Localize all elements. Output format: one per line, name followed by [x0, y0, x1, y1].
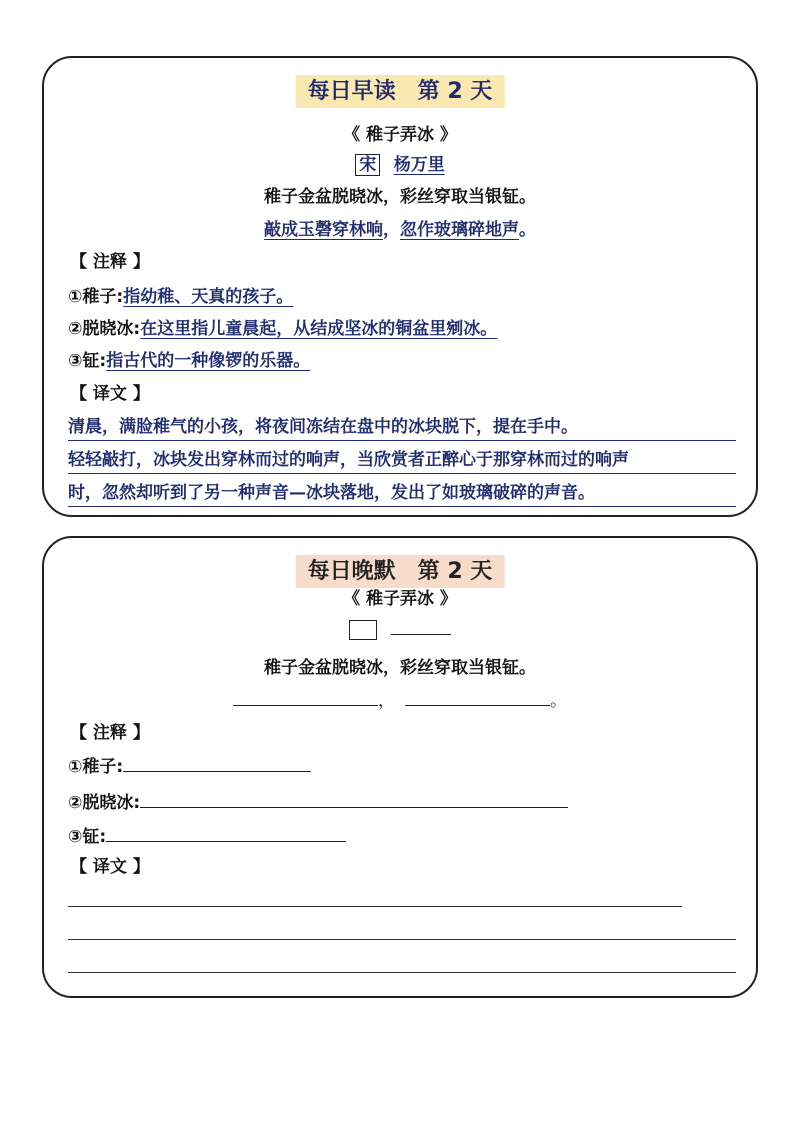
poem-title: 《 稚子弄冰 》	[343, 589, 457, 609]
card-title: 每日晚默 第 2 天	[296, 555, 505, 588]
author-name: 杨万里	[393, 155, 445, 175]
poem-line-2-end: 。	[550, 691, 567, 711]
author-blank[interactable]	[391, 618, 451, 635]
translation-header: 【 译文 】	[70, 384, 150, 404]
poem-line-2-sep: ，	[378, 691, 395, 711]
poem-line-1: 稚子金盆脱晓冰，彩丝穿取当银钲。	[264, 187, 536, 207]
poem-line-2	[44, 686, 756, 711]
card-title: 每日早读 第 2 天	[296, 75, 505, 108]
poem-line-2b: 忽作玻璃碎地声	[400, 220, 519, 240]
note-item	[68, 788, 568, 813]
note-text: 在这里指儿童晨起，从结成坚冰的铜盆里剜冰。	[140, 319, 498, 339]
evening-dictation-card	[42, 536, 758, 998]
poem-line-2	[44, 215, 756, 240]
dynasty-blank-box[interactable]	[349, 620, 377, 640]
note-blank[interactable]	[123, 755, 311, 772]
morning-reading-card	[42, 56, 758, 517]
note-blank[interactable]	[106, 825, 346, 842]
note-term: ③钲:	[68, 827, 107, 847]
note-item	[68, 822, 346, 847]
note-term: ②脱晓冰:	[68, 793, 141, 813]
note-item	[68, 752, 311, 777]
translation-blank-line[interactable]	[68, 939, 736, 940]
note-term: ①稚子:	[68, 757, 124, 777]
note-item	[68, 346, 310, 371]
translation-line: 轻轻敲打，冰块发出穿林而过的响声，当欣赏者正醉心于那穿林而过的响声	[68, 445, 736, 474]
poem-line-2-end: 。	[519, 220, 536, 240]
translation-blank-line[interactable]	[68, 906, 682, 907]
notes-header: 【 注释 】	[70, 723, 150, 743]
translation-line: 清晨，满脸稚气的小孩，将夜间冻结在盘中的冰块脱下，提在手中。	[68, 412, 736, 441]
poem-line-2b-blank[interactable]	[405, 689, 550, 706]
note-text: 指幼稚、天真的孩子。	[123, 287, 294, 307]
notes-header: 【 注释 】	[70, 252, 150, 272]
poem-title: 《 稚子弄冰 》	[343, 125, 457, 145]
note-term: ②脱晓冰:	[68, 319, 141, 339]
author-line	[44, 618, 756, 640]
dynasty-box: 宋	[355, 154, 380, 176]
note-text: 指古代的一种像锣的乐器。	[106, 351, 311, 371]
note-item	[68, 282, 293, 307]
translation-line: 时，忽然却听到了另一种声音—冰块落地，发出了如玻璃破碎的声音。	[68, 478, 736, 507]
note-item	[68, 314, 497, 339]
translation-header: 【 译文 】	[70, 857, 150, 877]
author-line	[44, 150, 756, 176]
poem-line-2-sep: ，	[383, 220, 400, 240]
note-term: ①稚子:	[68, 287, 124, 307]
note-term: ③钲:	[68, 351, 107, 371]
translation-blank-line[interactable]	[68, 972, 736, 973]
poem-line-2a-blank[interactable]	[233, 689, 378, 706]
poem-line-2a: 敲成玉磬穿林响	[264, 220, 383, 240]
poem-line-1: 稚子金盆脱晓冰，彩丝穿取当银钲。	[264, 658, 536, 678]
note-blank[interactable]	[140, 791, 568, 808]
